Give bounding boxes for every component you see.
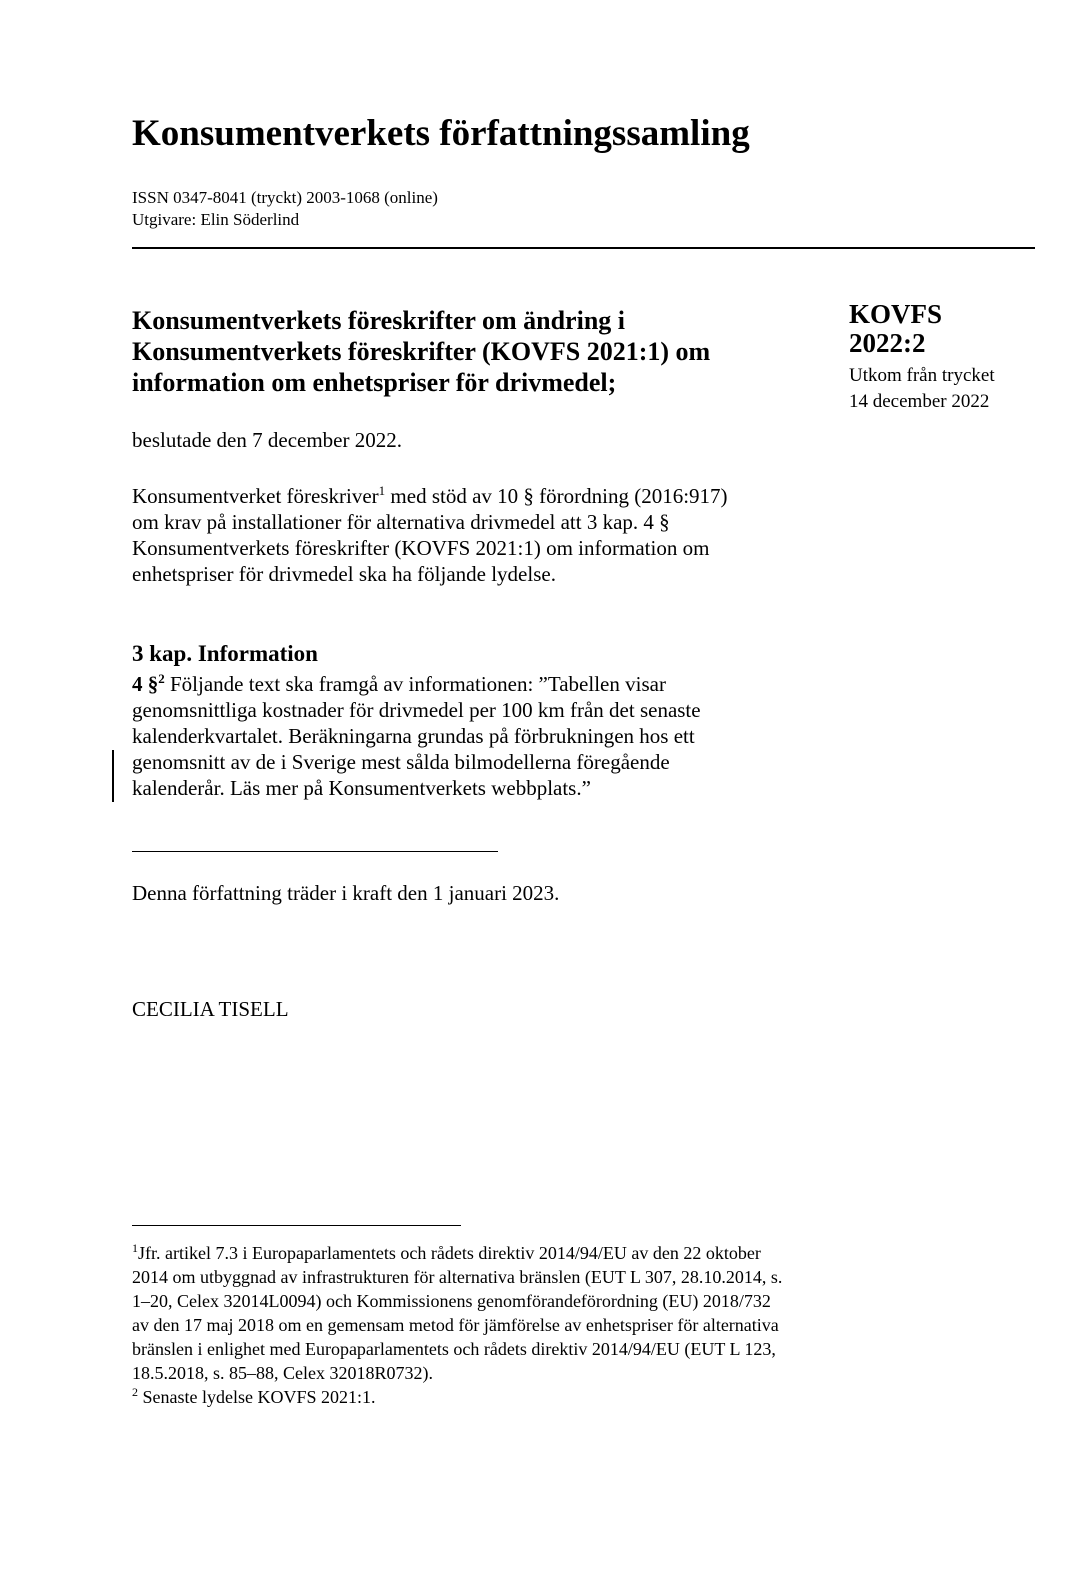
- footnotes: [132, 1241, 782, 1409]
- section-line: genomsnitt av de i Sverige mest sålda bilmodellerna föregående: [132, 750, 670, 774]
- intro-line: [132, 483, 728, 509]
- footnote-divider: [132, 1225, 461, 1226]
- intro-text: Konsumentverket föreskriver: [132, 484, 379, 508]
- section-divider: [132, 851, 498, 852]
- section-line: kalenderkvartalet. Beräkningarna grundas på förbrukningen hos ett: [132, 724, 695, 748]
- footnote-line: 18.5.2018, s. 85–88, Celex 32018R0732).: [132, 1363, 433, 1383]
- decision-date: beslutade den 7 december 2022.: [132, 428, 402, 452]
- regulation-code: [849, 300, 995, 358]
- footnote-line: [132, 1241, 782, 1265]
- section-line: genomsnittliga kostnader för drivmedel per 100 km från det senaste: [132, 698, 701, 722]
- intro-paragraph: [132, 483, 728, 587]
- intro-text: med stöd av 10 § förordning (2016:917): [385, 484, 728, 508]
- publication-info: [849, 363, 995, 415]
- intro-line: enhetspriser för drivmedel ska ha följande lydelse.: [132, 562, 556, 586]
- section-label: 4 §: [132, 672, 159, 696]
- publication-meta: [132, 187, 438, 231]
- intro-line: om krav på installationer för alternativa drivmedel att 3 kap. 4 §: [132, 510, 670, 534]
- footnote-mark-2: 2: [132, 1385, 138, 1399]
- footnote-ref-1: 1: [378, 483, 386, 498]
- chapter-heading: 3 kap. Information: [132, 641, 318, 666]
- footnote-mark-1: 1: [132, 1241, 138, 1255]
- section-line-text: Följande text ska framgå av informationen: ”Tabellen visar: [164, 672, 666, 696]
- regulation-code-line: KOVFS: [849, 299, 943, 329]
- regulation-title: [132, 305, 812, 398]
- section-line: kalenderår. Läs mer på Konsumentverkets webbplats.”: [132, 776, 591, 800]
- section-text: [132, 671, 701, 801]
- intro-line: Konsumentverkets föreskrifter (KOVFS 2021:1) om information om: [132, 536, 710, 560]
- header-divider: [132, 247, 1035, 249]
- section-line: [132, 671, 701, 697]
- effective-date: Denna författning träder i kraft den 1 januari 2023.: [132, 881, 560, 905]
- footnote-line: av den 17 maj 2018 om en gemensam metod för jämförelse av enhetspriser för alternativa: [132, 1315, 779, 1335]
- change-marker: [112, 750, 114, 802]
- footnote-text: Senaste lydelse KOVFS 2021:1.: [138, 1387, 376, 1407]
- footnote-ref-2: 2: [158, 671, 165, 686]
- footnote-line: [132, 1385, 782, 1409]
- footnote-text: Jfr. artikel 7.3 i Europaparlamentets och rådets direktiv 2014/94/EU av den 22 oktober: [138, 1243, 761, 1263]
- publisher-line: Utgivare: Elin Söderlind: [132, 210, 300, 229]
- regulation-title-line: Konsumentverkets föreskrifter om ändring i: [132, 306, 625, 335]
- collection-title: Konsumentverkets författningssamling: [132, 113, 750, 154]
- issn-line: ISSN 0347-8041 (tryckt) 2003-1068 (online): [132, 188, 438, 207]
- regulation-title-line: information om enhetspriser för drivmedel;: [132, 368, 617, 397]
- footnote-line: 1–20, Celex 32014L0094) och Kommissionens genomförandeförordning (EU) 2018/732: [132, 1291, 771, 1311]
- footnote-line: 2014 om utbyggnad av infrastrukturen för alternativa bränslen (EUT L 307, 28.10.2014, s.: [132, 1267, 783, 1287]
- regulation-title-line: Konsumentverkets föreskrifter (KOVFS 2021:1) om: [132, 337, 711, 366]
- regulation-sidebar: [849, 300, 995, 415]
- footnote-line: bränslen i enlighet med Europaparlamentets och rådets direktiv 2014/94/EU (EUT L 123,: [132, 1339, 776, 1359]
- regulation-code-number: 2022:2: [849, 328, 926, 358]
- signature: CECILIA TISELL: [132, 997, 289, 1021]
- published-date: 14 december 2022: [849, 391, 990, 412]
- published-label: Utkom från trycket: [849, 365, 995, 386]
